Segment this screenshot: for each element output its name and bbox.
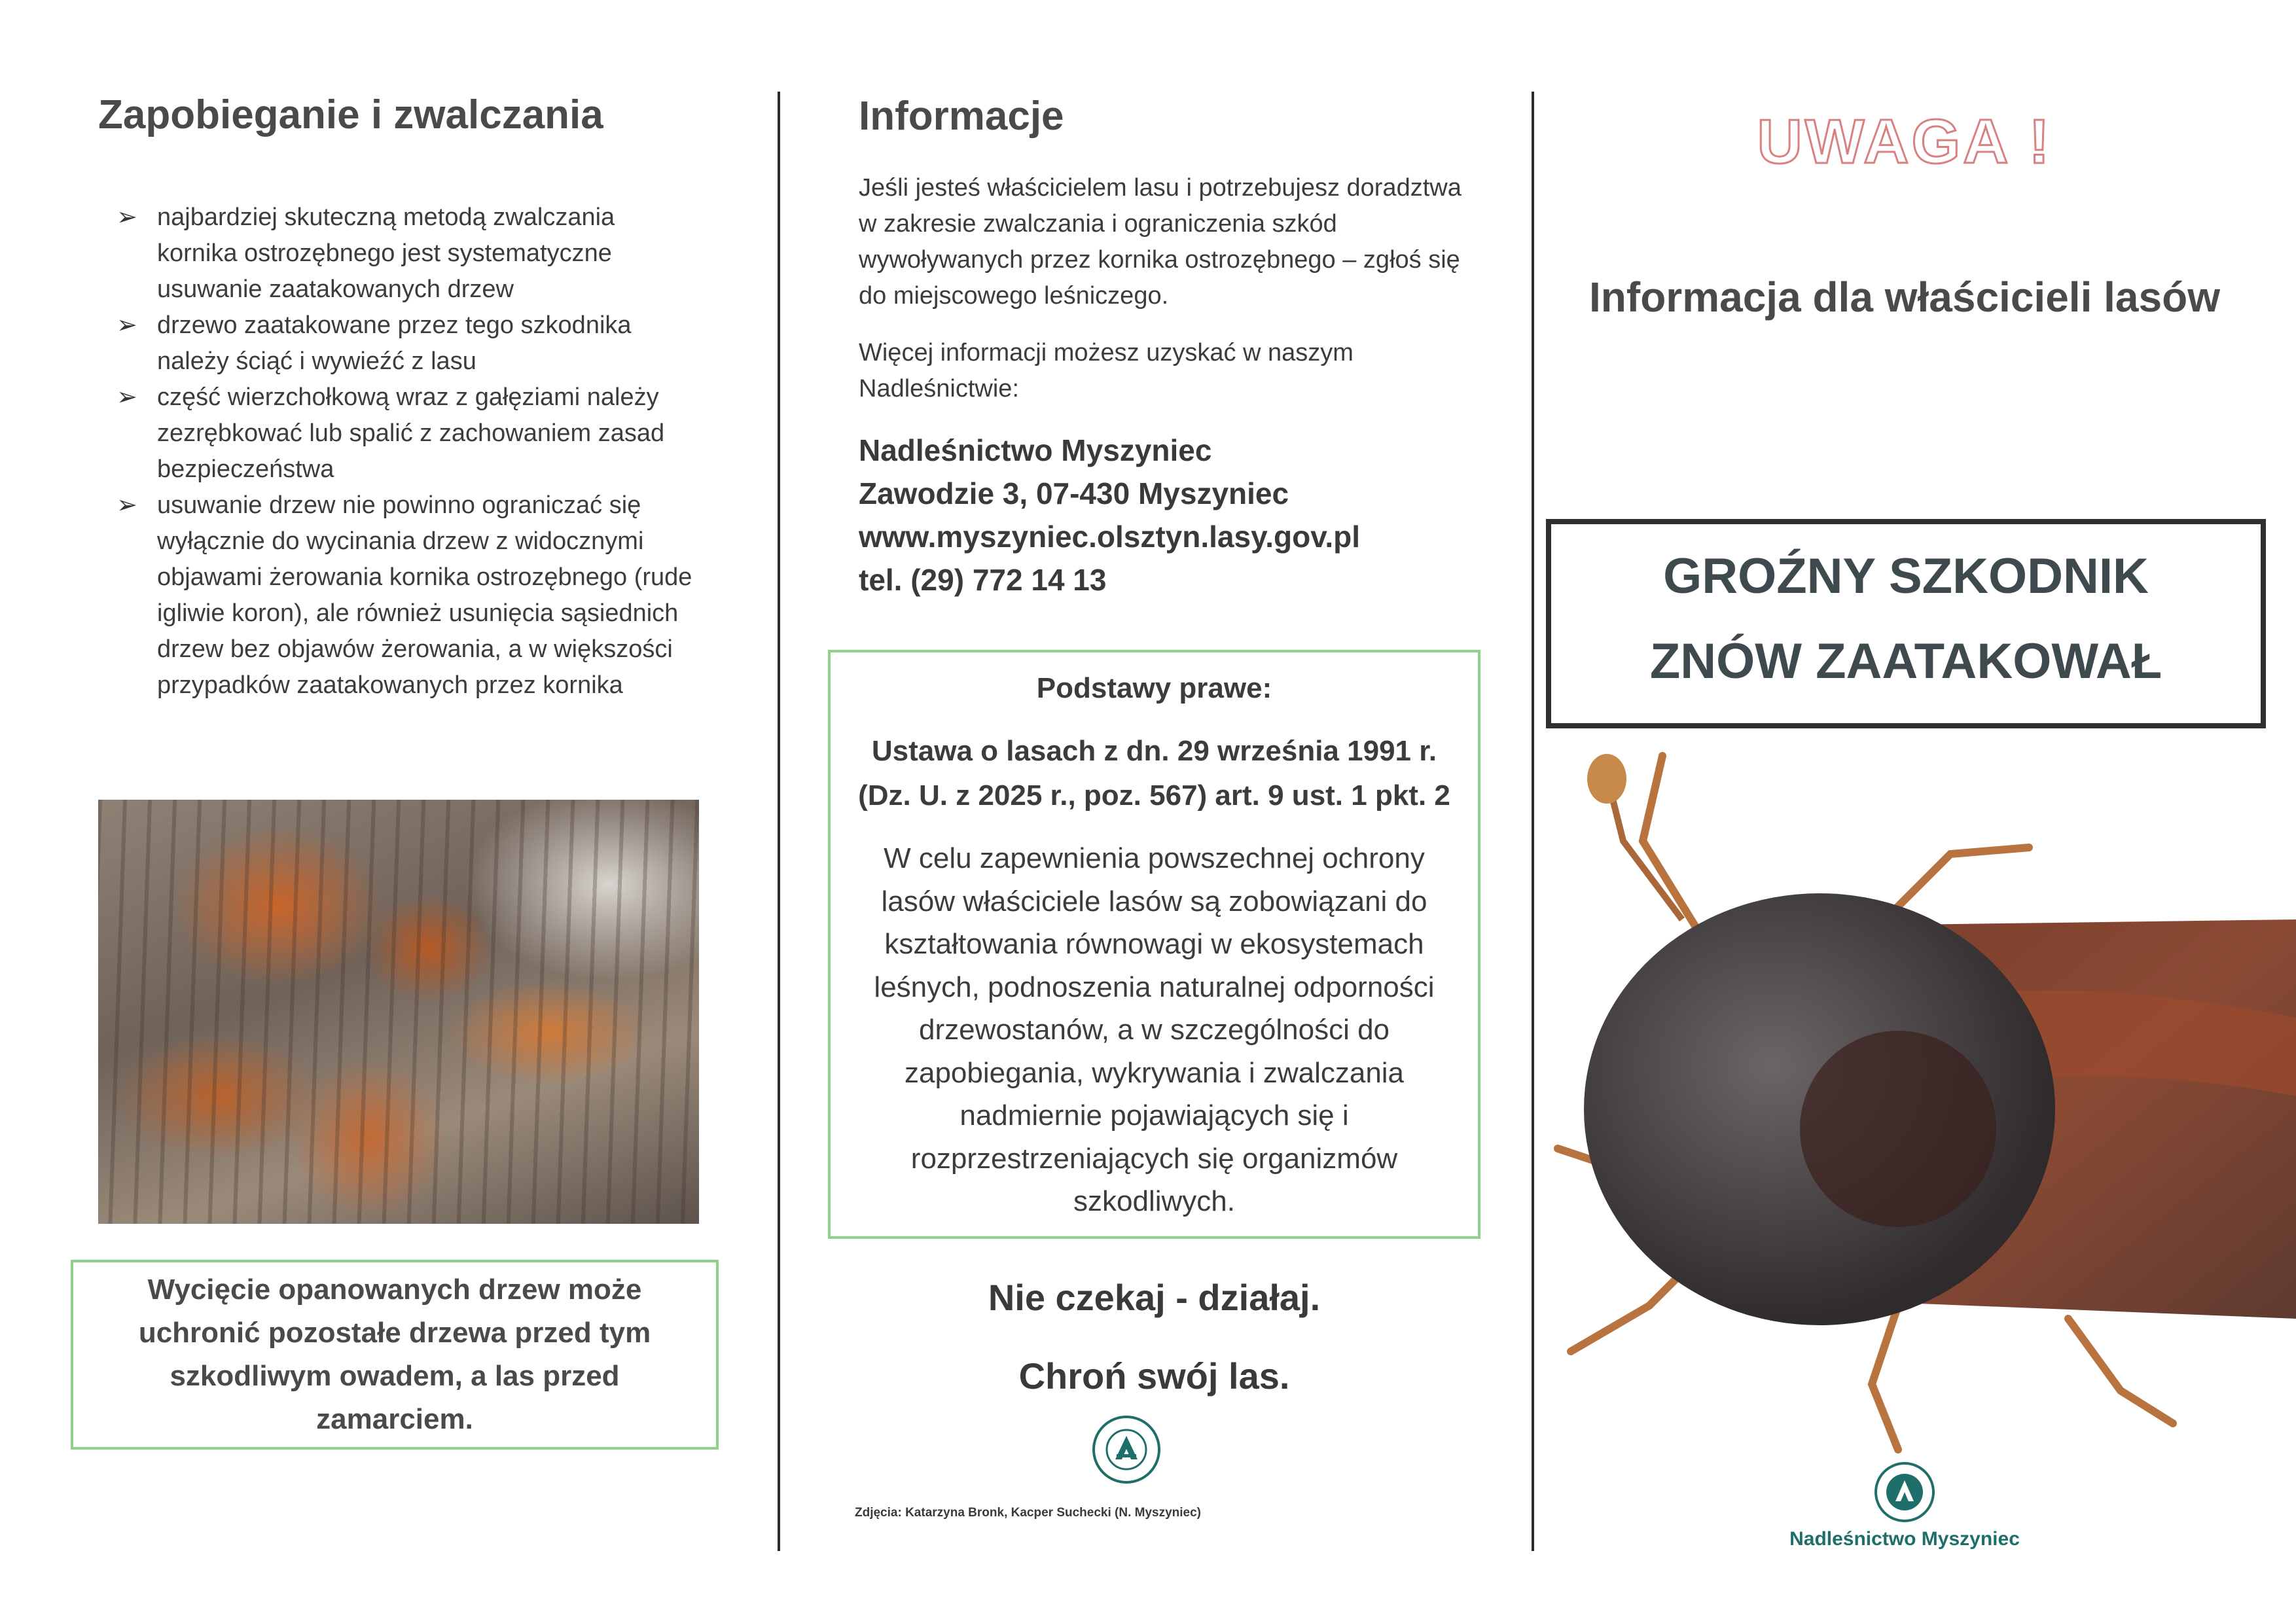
legal-act-reference: Ustawa o lasach z dn. 29 września 1991 r. (Dz. U. z 2025 r., poz. 567) art. 9 ust. 1 pkt. 2: [858, 735, 1450, 812]
office-website[interactable]: www.myszyniec.olsztyn.lasy.gov.pl: [859, 520, 1361, 554]
legal-obligation-text: W celu zapewnienia powszechnej ochrony lasów właściciele lasów są zobowiązani do kształtowania równowagi w ekosystemach leśnych, podnoszenia naturalnej odporności drzewostanów, a w szczególności do zapobiegania, wykrywania i zwalczania nadmiernie pojawiających się i rozprzestrzeniających się organizmów szkodliwych.: [874, 842, 1435, 1217]
list-item: ➢ najbardziej skuteczną metodą zwalczania kornika ostrozębnego jest systematyczne usuwanie zaatakowanych drzew: [117, 200, 692, 308]
legal-basis-box: [828, 650, 1480, 1239]
more-info-paragraph: Więcej informacji możesz uzyskać w naszym Nadleśnictwie:: [859, 339, 1354, 402]
photo-credits: Zdjęcia: Katarzyna Bronk, Kacper Suchecki (N. Myszyniec): [855, 1506, 1202, 1520]
slogan-protect-forest: Chroń swój las.: [1018, 1355, 1290, 1397]
pest-alert-line1: GROŹNY SZKODNIK: [1663, 548, 2149, 604]
pest-alert-line2: ZNÓW ZAATAKOWAŁ: [1649, 633, 2162, 689]
office-name: Nadleśnictwo Myszyniec: [859, 433, 1212, 467]
pest-alert-box: [1546, 519, 2266, 728]
slogan-act-now: Nie czekaj - działaj.: [988, 1277, 1321, 1318]
office-street: Zawodzie 3, 07-430 Myszyniec: [859, 476, 1289, 510]
state-forests-logo-icon: [1090, 1414, 1162, 1486]
information-heading: Informacje: [859, 94, 1064, 139]
fold-divider-left: [778, 92, 780, 1551]
organization-name: Nadleśnictwo Myszyniec: [1789, 1528, 2020, 1550]
list-item: ➢ część wierzchołkową wraz z gałęziami należy zezrębkować lub spalić z zachowaniem zasad bezpieczeństwa: [117, 380, 692, 488]
owner-advice-paragraph: Jeśli jesteś właścicielem lasu i potrzebujesz doradztwa w zakresie zwalczania i ograniczenia szkód wywoływanych przez kornika ostrozębnego – zgłoś się do miejscowego leśniczego.: [859, 174, 1462, 310]
felling-advice-text: Wycięcie opanowanych drzew może uchronić pozostałe drzewa przed tym szkodliwym owadem, a las przed zamarciem.: [138, 1274, 651, 1435]
list-item: ➢ usuwanie drzew nie powinno ograniczać się wyłącznie do wycinania drzew z widocznymi objawami żerowania kornika ostrozębnego (rude igliwie koron), ale również usunięcia sąsiednich drzew bez objawów żerowania, a w większości przypadków zaatakowanych przez kornika: [117, 488, 692, 704]
bark-damage-photo: [98, 800, 699, 1224]
bark-beetle-photo: [1532, 730, 2296, 1456]
office-phone: tel. (29) 772 14 13: [859, 563, 1107, 597]
prevention-heading: Zapobieganie i zwalczania: [98, 92, 603, 137]
list-item: ➢ drzewo zaatakowane przez tego szkodnika należy ściąć i wywieźć z lasu: [117, 308, 692, 380]
legal-basis-title: Podstawy prawe:: [1036, 672, 1272, 704]
warning-title: UWAGA !: [1757, 107, 2053, 177]
state-forests-logo-icon: [1873, 1461, 1936, 1524]
audience-subtitle: Informacja dla właścicieli lasów: [1589, 274, 2220, 321]
felling-advice-box: [71, 1260, 719, 1450]
contact-address: [859, 429, 1480, 601]
prevention-list: [117, 200, 692, 704]
